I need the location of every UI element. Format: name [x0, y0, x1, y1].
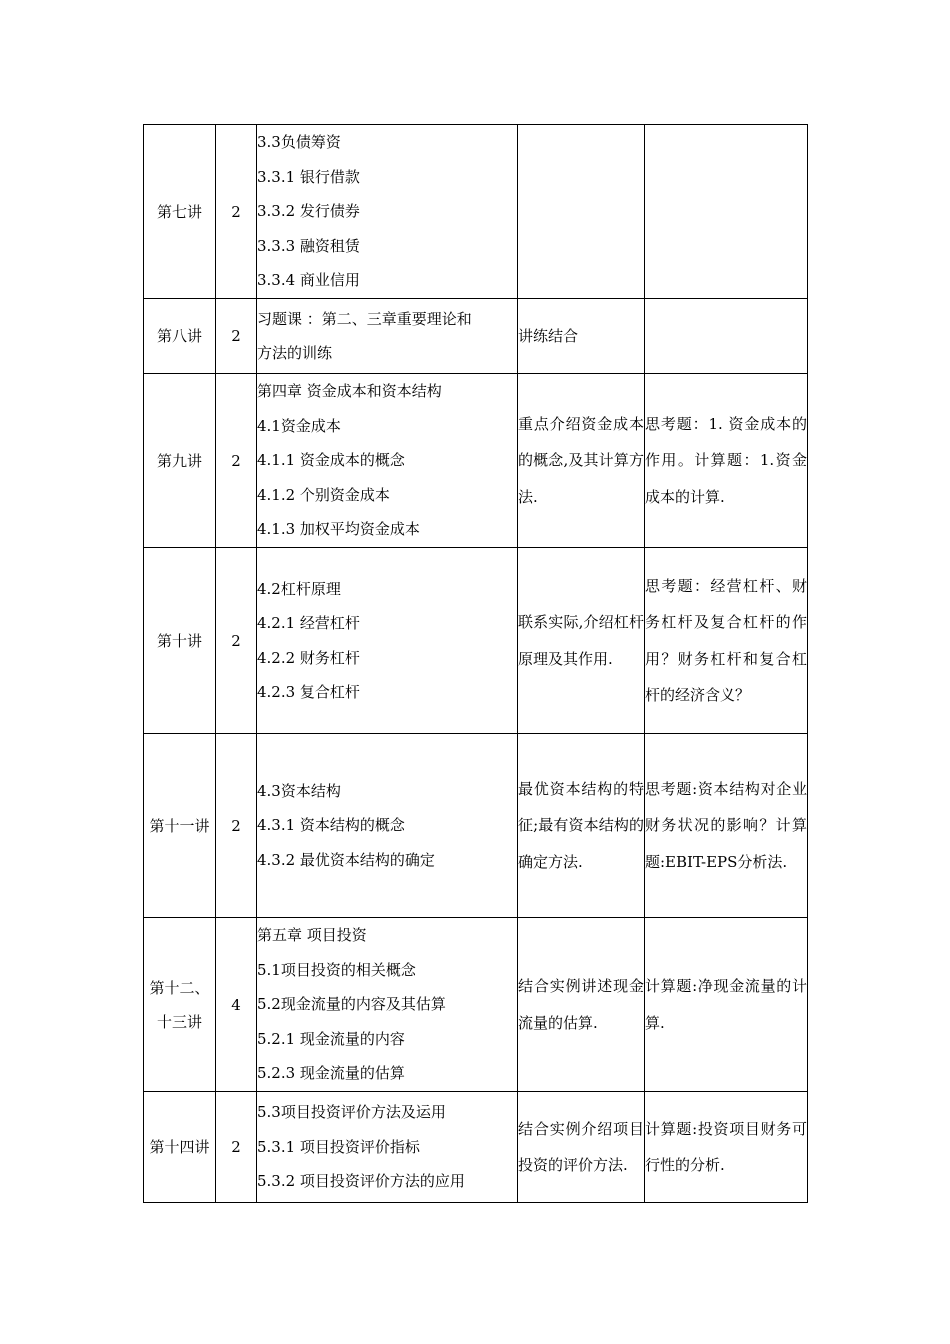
table-row: [144, 918, 808, 1092]
assignment-cell: 计算题:净现金流量的计算.: [645, 918, 808, 1092]
content-line: 4.3资本结构: [257, 781, 341, 800]
method-cell: 结合实例介绍项目投资的评价方法.: [518, 1092, 645, 1203]
content-line: 3.3.2 发行债券: [257, 202, 360, 221]
content-cell: [257, 1092, 518, 1203]
lecture-cell: 第七讲: [144, 125, 216, 299]
content-line: 4.3.2 最优资本结构的确定: [257, 850, 435, 869]
lecture-cell: 第十二、十三讲: [144, 918, 216, 1092]
content-cell: [257, 548, 518, 734]
hours-cell: 2: [216, 1092, 257, 1203]
method-cell: 最优资本结构的特征;最有资本结构的确定方法.: [518, 734, 645, 918]
content-line: 第四章 资金成本和资本结构: [257, 382, 442, 401]
hours-cell: 2: [216, 734, 257, 918]
content-cell: [257, 734, 518, 918]
table-row: [144, 125, 808, 299]
content-line: 5.2.1 现金流量的内容: [257, 1029, 405, 1048]
content-line: 5.3项目投资评价方法及运用: [257, 1103, 446, 1122]
assignment-cell: [645, 299, 808, 374]
assignment-cell: [645, 125, 808, 299]
content-line: 5.2现金流量的内容及其估算: [257, 995, 446, 1014]
lecture-cell: 第十四讲: [144, 1092, 216, 1203]
assignment-cell: 计算题:投资项目财务可行性的分析.: [645, 1092, 808, 1203]
lecture-cell: 第十一讲: [144, 734, 216, 918]
content-line: 4.1.1 资金成本的概念: [257, 451, 405, 470]
content-line: 5.2.3 现金流量的估算: [257, 1064, 405, 1083]
method-cell: 结合实例讲述现金流量的估算.: [518, 918, 645, 1092]
table-row: [144, 1092, 808, 1203]
hours-cell: 4: [216, 918, 257, 1092]
method-cell: [518, 125, 645, 299]
method-cell: 重点介绍资金成本的概念,及其计算方法.: [518, 374, 645, 548]
content-line: 4.2.3 复合杠杆: [257, 683, 360, 701]
method-cell: 讲练结合: [518, 299, 645, 374]
content-line: 5.3.2 项目投资评价方法的应用: [257, 1172, 465, 1191]
content-line: 5.3.1 项目投资评价指标: [257, 1137, 420, 1156]
hours-cell: 2: [216, 548, 257, 734]
content-line: 5.1项目投资的相关概念: [257, 960, 416, 979]
content-line: 3.3.4 商业信用: [257, 271, 360, 290]
content-line: 第五章 项目投资: [257, 926, 367, 945]
content-line: 习题课 ：第二、三章重要理论和: [257, 309, 472, 328]
table-row: [144, 374, 808, 548]
content-line: 4.2杠杆原理: [257, 579, 341, 598]
content-line: 方法的训练: [257, 344, 333, 362]
hours-cell: 2: [216, 374, 257, 548]
lecture-cell: 第十讲: [144, 548, 216, 734]
table-row: [144, 299, 808, 374]
method-cell: 联系实际,介绍杠杆原理及其作用.: [518, 548, 645, 734]
content-cell: [257, 125, 518, 299]
content-cell: [257, 374, 518, 548]
hours-cell: 2: [216, 125, 257, 299]
content-line: 3.3负债筹资: [257, 133, 341, 152]
hours-cell: 2: [216, 299, 257, 374]
content-line: 4.1.2 个别资金成本: [257, 485, 390, 504]
assignment-cell: 思考题：1. 资金成本的作用。计算题：1.资金成本的计算.: [645, 374, 808, 548]
content-line: 4.2.1 经营杠杆: [257, 614, 360, 632]
content-line: 4.1.3 加权平均资金成本: [257, 520, 420, 539]
assignment-cell: 思考题：经营杠杆、财务杠杆及复合杠杆的作用？财务杠杆和复合杠杆的经济含义？: [645, 548, 808, 734]
syllabus-table: [143, 124, 808, 1203]
content-line: 3.3.1 银行借款: [257, 167, 360, 186]
table-row: [144, 548, 808, 734]
lecture-cell: 第九讲: [144, 374, 216, 548]
lecture-cell: 第八讲: [144, 299, 216, 374]
table-row: [144, 734, 808, 918]
assignment-cell: 思考题:资本结构对企业财务状况的影响？计算题:EBIT-EPS分析法.: [645, 734, 808, 918]
content-line: 4.2.2 财务杠杆: [257, 648, 360, 667]
content-line: 3.3.3 融资租赁: [257, 236, 360, 255]
content-line: 4.1资金成本: [257, 416, 341, 435]
content-cell: [257, 918, 518, 1092]
content-line: 4.3.1 资本结构的概念: [257, 816, 405, 835]
content-cell: [257, 299, 518, 374]
